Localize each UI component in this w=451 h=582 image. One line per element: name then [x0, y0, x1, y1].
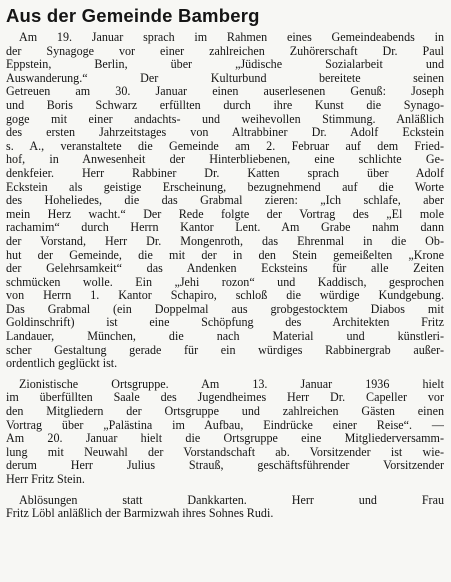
text-line: Herr Fritz Stein. — [6, 473, 85, 486]
text-line: Ablösungen statt Dankkarten. Herr und Frau — [19, 493, 444, 507]
text-line: Fritz Löbl anläßlich der Barmizwah ihres Sohnes Rudi. — [6, 507, 274, 521]
article-paragraph — [6, 31, 444, 371]
text-line: derum Herr Julius Strauß, geschäftsführender Vorsitzender — [6, 459, 444, 473]
text-line: denkfeier. Herr Rabbiner Dr. Katten sprach über Adolf — [6, 166, 444, 180]
text-line: und Boris Schwarz erfüllten durch ihre Kunst die Synago- — [6, 98, 444, 112]
text-line: der Vorstand, Herr Dr. Mongenroth, das Ehrenmal in die Ob- — [6, 234, 444, 248]
text-line: Landauer, München, die nach Material und künstleri- — [6, 330, 444, 344]
text-line: hut der Gemeinde, die mit der in den Stein gemeißelten „Krone — [6, 248, 444, 262]
text-line: mein Herz wacht.“ Der Rede folgte der Vortrag des „El mole — [6, 207, 444, 221]
article-paragraph — [6, 494, 444, 521]
text-line: Am 19. Januar sprach im Rahmen eines Gemeindeabends in — [19, 31, 444, 44]
text-line: der Gelehrsamkeit“ das Andenken Ecksteins für alle Zeiten — [6, 262, 444, 276]
text-line: rachamim“ durch Herrn Kantor Lent. Am Grabe nahm dann — [6, 221, 444, 235]
text-line: Goldinschrift) ist eine Schöpfung des Architekten Fritz — [6, 316, 444, 330]
text-line: lung mit Neuwahl der Vorstandschaft ab. Vorsitzender ist wie- — [6, 445, 444, 459]
text-line: im überfüllten Saale des Jugendheimes Herr Dr. Capeller vor — [6, 391, 444, 405]
text-line: ordentlich geglückt ist. — [6, 357, 118, 371]
text-line: Auswanderung.“ Der Kulturbund bereitete seinen — [6, 71, 444, 85]
text-line: Eckstein als geistige Erscheinung, bezugnehmend auf die Worte — [6, 180, 444, 194]
text-line: scher Gestaltung gerade für ein würdiges Rabbinergrab außer- — [6, 343, 444, 357]
article-paragraph — [6, 378, 444, 487]
article-title: Aus der Gemeinde Bamberg — [6, 5, 260, 26]
text-line: den Mitgliedern der Ortsgruppe und zahlreichen Gästen einen — [6, 405, 444, 419]
text-line: Vortrag über „Palästina im Aufbau, Eindrücke einer Reise“. — — [6, 418, 444, 432]
text-line: des Hoheliedes, die das Grabmal zieren: „Ich schlafe, aber — [6, 194, 444, 208]
text-line: Am 20. Januar hielt die Ortsgruppe eine Mitgliederversamm- — [6, 432, 444, 446]
text-line: Zionistische Ortsgruppe. Am 13. Januar 1936 hielt — [19, 377, 444, 391]
text-line: der Synagoge vor einer zahlreichen Zuhörerschaft Dr. Paul — [6, 44, 444, 58]
text-line: hof, in Anwesenheit der Hinterbliebenen, eine schlichte Ge- — [6, 153, 444, 167]
article-body — [6, 31, 444, 521]
text-line: Eppstein, Berlin, über „Jüdische Sozialarbeit und — [6, 58, 444, 72]
text-line: von Herrn 1. Kantor Schapiro, schloß die würdige Kundgebung. — [6, 289, 444, 303]
text-line: goge mit einer andachts- und weihevollen Stimmung. Anläßlich — [6, 112, 444, 126]
text-line: Getreuen am 30. Januar einen auserlesenen Genuß: Joseph — [6, 85, 444, 99]
text-line: s. A., veranstaltete die Gemeinde am 2. Februar auf dem Fried- — [6, 139, 444, 153]
text-line: schmücken wolle. Ein „Jehi rozon“ und Kaddisch, gesprochen — [6, 275, 444, 289]
text-line: des ersten Jahrzeitstages von Altrabbiner Dr. Adolf Eckstein — [6, 126, 444, 140]
text-line: Das Grabmal (ein Doppelmal aus grobgestocktem Diabos mit — [6, 302, 444, 316]
